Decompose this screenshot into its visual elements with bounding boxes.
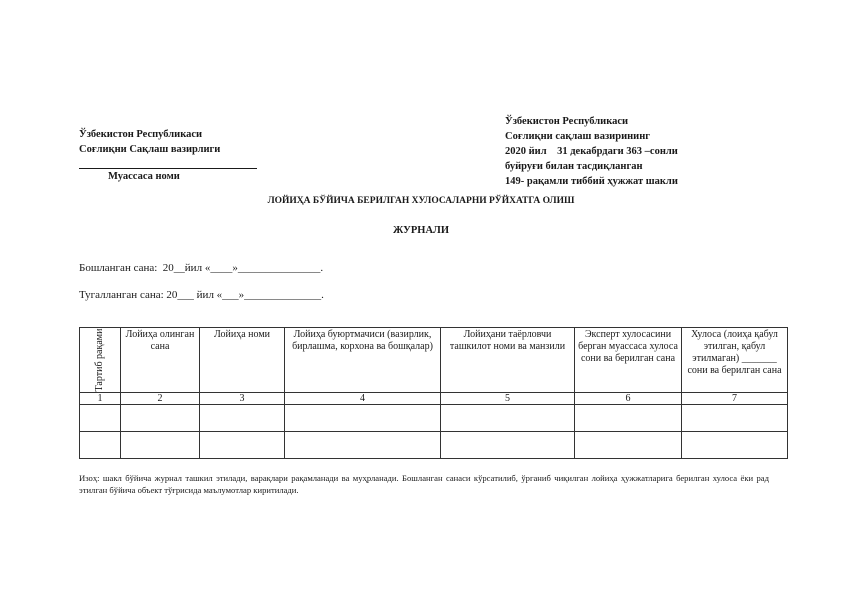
column-header-order-number-label: Тартиб рақами [94,328,105,392]
column-number: 2 [121,393,200,405]
end-date-field: Тугалланган сана: 20___ йил «___»______________. [79,289,324,301]
column-header-preparer: Лойиҳани таёрловчи ташкилот номи ва манзили [441,328,575,393]
right-header-order-date: 2020 йил 31 декабрдаги 363 –сонли [505,146,678,157]
column-header-received-date: Лойиҳа олинган сана [121,328,200,393]
column-header-conclusion: Хулоса (лоиҳа қабул этилган, қабул этилмаган) _______ сони ва берилган сана [682,328,788,393]
column-number: 3 [200,393,285,405]
table-cell [682,432,788,459]
left-header-republic: Ўзбекистон Республикаси [79,129,203,140]
column-number: 7 [682,393,788,405]
table-cell [121,432,200,459]
column-number: 1 [80,393,121,405]
column-number: 5 [441,393,575,405]
table-cell [682,405,788,432]
right-header-form-number: 149- рақамли тиббий ҳужжат шакли [505,176,678,187]
column-header-expert-opinion: Эксперт хулосасини берган муассаса хулоса сони ва берилган сана [575,328,682,393]
column-header-customer: Лойиҳа буюртмачиси (вазирлик, бирлашма, корхона ва бошқалар) [285,328,441,393]
column-number: 6 [575,393,682,405]
table-cell [285,432,441,459]
right-header-approved: буйруғи билан тасдиқланган [505,161,643,172]
table-cell [575,432,682,459]
table-cell [80,405,121,432]
table-cell [200,432,285,459]
institution-name-caption: Муассаса номи [108,171,180,182]
institution-name-line [79,157,257,169]
left-header-ministry: Соғлиқни Сақлаш вазирлиги [79,144,221,155]
left-header [79,127,269,184]
table-cell [200,405,285,432]
column-header-order-number [80,328,121,393]
journal-table [79,327,788,459]
start-date-field: Бошланган сана: 20__йил «____»_______________. [79,262,324,274]
document-title: ЛОЙИҲА БЎЙИЧА БЕРИЛГАН ХУЛОСАЛАРНИ РЎЙХАТГА ОЛИШ [267,196,575,206]
table-number-row [80,393,788,405]
table-cell [121,405,200,432]
column-number: 4 [285,393,441,405]
table-cell [575,405,682,432]
right-header-republic: Ўзбекистон Республикаси [505,116,629,127]
right-header-minister: Соғлиқни сақлаш вазирининг [505,131,651,142]
footnote: Изоҳ: шакл бўйича журнал ташкил этилади, варақлари рақамланади ва муҳрланади. Бошланган санаси кўрсатилиб, ўрганиб чиқилган лойиҳа ҳужжатларига берилган хулоса ёки рад этилган бўйича объект тўғрисида маълумотлар киритилади. [79,473,769,495]
table-cell [441,405,575,432]
table-cell [441,432,575,459]
table-row [80,405,788,432]
column-header-project-name: Лойиҳа номи [200,328,285,393]
table-cell [285,405,441,432]
table-header-row [80,328,788,393]
table-cell [80,432,121,459]
table-row [80,432,788,459]
right-header [505,114,745,189]
document-subtitle: ЖУРНАЛИ [392,225,450,236]
